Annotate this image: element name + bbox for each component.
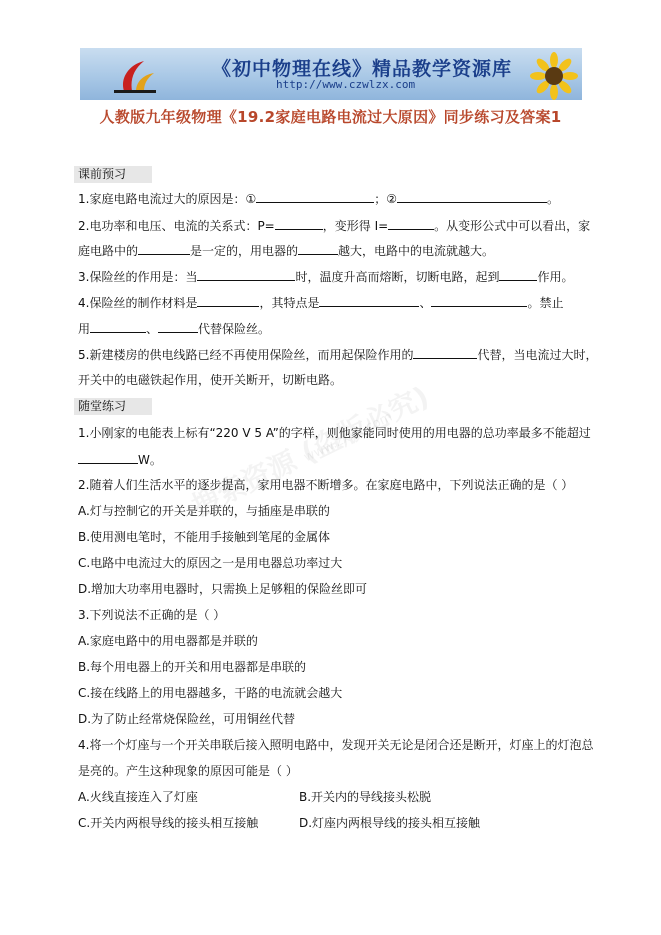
answer-blank: [499, 268, 537, 281]
class-question-1-line-2: W。: [78, 451, 162, 468]
class-question-4-line-2: 是亮的。产生这种现象的原因可能是（ ）: [78, 764, 298, 778]
pre-question-5-line-2: 开关中的电磁铁起作用，使开关断开，切断电路。: [78, 373, 343, 387]
document-title: 人教版九年级物理《19.2家庭电路电流过大原因》同步练习及答案1: [99, 108, 562, 126]
section-class-practice: 随堂练习: [74, 398, 152, 415]
answer-blank: [275, 217, 323, 230]
answer-blank: [197, 294, 259, 307]
answer-blank: [78, 451, 138, 464]
answer-blank: [158, 320, 198, 333]
pre-question-4-line-1: 4.保险丝的制作材料是 ，其特点是 、 。禁止: [78, 296, 564, 310]
class-question-2-option-a: A.灯与控制它的开关是并联的，与插座是串联的: [78, 504, 330, 518]
class-question-3-option-b: B.每个用电器上的开关和用电器都是串联的: [78, 660, 307, 674]
answer-blank: [90, 320, 146, 333]
class-question-2-option-b: B.使用测电笔时，不能用手接触到笔尾的金属体: [78, 530, 331, 544]
pre-question-3: 3.保险丝的作用是：当 时，温度升高而熔断，切断电路，起到 作用。: [78, 270, 574, 284]
logo-icon: [110, 57, 160, 95]
banner-title: 《初中物理在线》精品教学资源库: [212, 58, 513, 80]
class-question-4-option-a: A.火线直接连入了灯座: [78, 790, 198, 804]
pre-question-5-line-1: 5.新建楼房的供电线路已经不再使用保险丝，而用起保险作用的 代替，当电流过大时，: [78, 348, 598, 362]
class-question-3-option-a: A.家庭电路中的用电器都是并联的: [78, 634, 258, 648]
answer-blank: [431, 294, 527, 307]
class-question-4-option-b: B.开关内的导线接头松脱: [299, 790, 432, 804]
answer-blank: [197, 268, 295, 281]
class-question-3-option-c: C.接在线路上的用电器越多，干路的电流就会越大: [78, 686, 343, 700]
banner-url: http://www.czwlzx.com: [276, 78, 416, 91]
class-question-4-option-d: D.灯座内两根导线的接头相互接触: [299, 816, 481, 830]
class-question-4-option-c: C.开关内两根导线的接头相互接触: [78, 816, 259, 830]
sunflower-icon: [530, 52, 578, 100]
answer-blank: [413, 346, 477, 359]
section-pre-study: 课前预习: [74, 166, 152, 183]
pre-question-2-line-2: 庭电路中的 是一定的，用电器的 越大，电路中的电流就越大。: [78, 244, 495, 258]
header-banner: [80, 48, 582, 100]
answer-blank: [298, 242, 338, 255]
class-question-4-line-1: 4.将一个灯座与一个开关串联后接入照明电路中，发现开关无论是闭合还是断开，灯座上的灯泡总: [78, 738, 594, 752]
class-question-3: 3.下列说法不正确的是（ ）: [78, 608, 226, 622]
class-question-2-option-c: C.电路中电流过大的原因之一是用电器总功率过大: [78, 556, 343, 570]
class-question-2-option-d: D.增加大功率用电器时，只需换上足够粗的保险丝即可: [78, 582, 368, 596]
answer-blank: [319, 294, 419, 307]
class-question-1-line-1: 1.小刚家的电能表上标有“220 V 5 A”的字样，则他家能同时使用的用电器的总功率最多不能超过: [78, 426, 591, 440]
watermark-url: www.zxxk.com: [301, 409, 395, 466]
pre-question-1: 1.家庭电路电流过大的原因是：① ；② 。: [78, 192, 559, 206]
answer-blank: [388, 217, 434, 230]
answer-blank: [397, 190, 547, 203]
answer-blank: [256, 190, 374, 203]
class-question-2: 2.随着人们生活水平的逐步提高，家用电器不断增多。在家庭电路中，下列说法正确的是（ ）: [78, 478, 574, 492]
answer-blank: [138, 242, 190, 255]
pre-question-2-line-1: 2.电功率和电压、电流的关系式：P= ，变形得 I= 。从变形公式中可以看出，家: [78, 219, 591, 233]
class-question-3-option-d: D.为了防止经常烧保险丝，可用铜丝代替: [78, 712, 296, 726]
pre-question-4-line-2: 用 、 代替保险丝。: [78, 322, 271, 336]
